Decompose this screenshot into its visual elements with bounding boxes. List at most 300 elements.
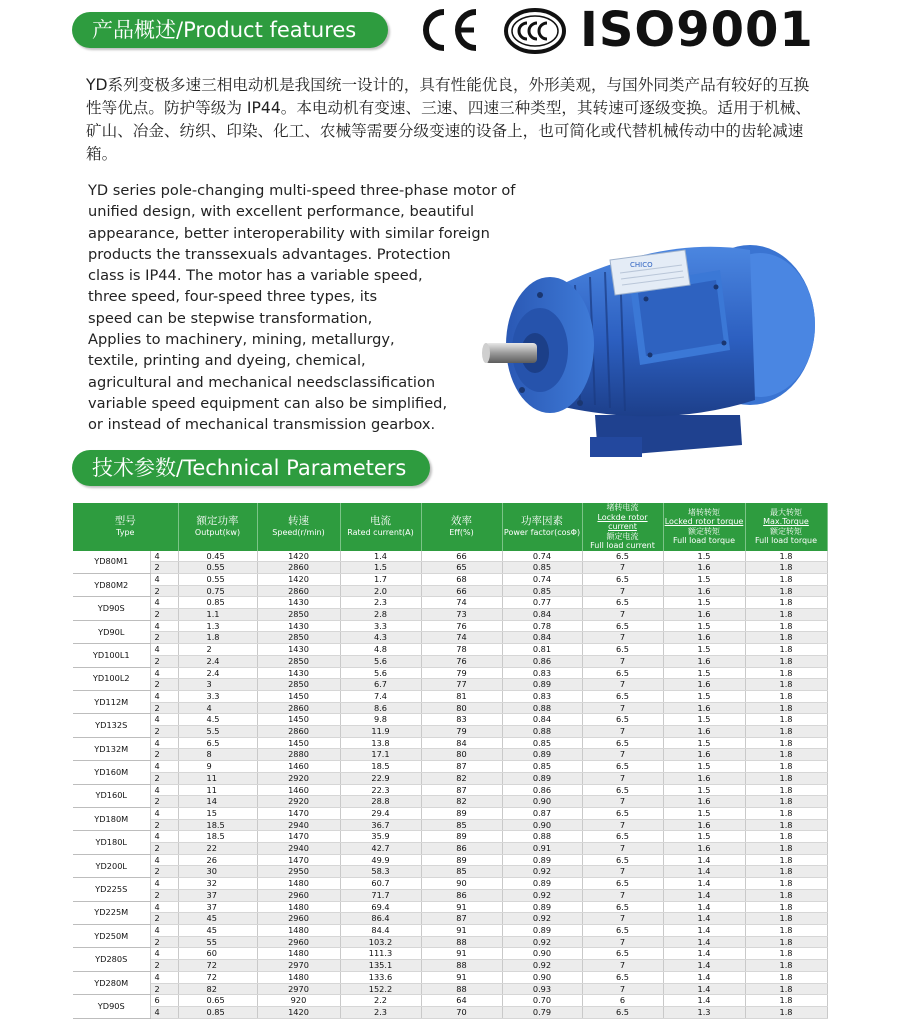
cell-power-factor: 0.89: [502, 901, 582, 913]
cell-output: 37: [178, 889, 257, 901]
header-cn: 功率因素: [521, 514, 563, 527]
cell-max-torque-ratio: 1.8: [745, 679, 827, 691]
cell-current: 1.4: [340, 551, 421, 562]
cell-speed: 1430: [257, 597, 340, 609]
cell-pole: 4: [150, 925, 178, 937]
column-header-power-factor: [502, 503, 582, 551]
header-line: 最大转矩: [770, 507, 802, 517]
table-row: [73, 702, 827, 714]
cell-output: 5.5: [178, 726, 257, 738]
cell-efficiency: 74: [421, 597, 502, 609]
cell-pole: 4: [150, 971, 178, 983]
cell-output: 15: [178, 807, 257, 819]
cell-pole: 4: [150, 573, 178, 585]
cell-pole: 4: [150, 1006, 178, 1018]
cell-speed: 2850: [257, 609, 340, 621]
cell-pole: 2: [150, 655, 178, 667]
cell-type: YD225M: [73, 901, 150, 924]
cell-speed: 1420: [257, 573, 340, 585]
cell-output: 4: [178, 702, 257, 714]
cell-power-factor: 0.87: [502, 807, 582, 819]
cell-locked-torque-ratio: 1.4: [663, 936, 745, 948]
table-row: [73, 819, 827, 831]
cell-efficiency: 80: [421, 749, 502, 761]
table-row: [73, 562, 827, 574]
cell-max-torque-ratio: 1.8: [745, 843, 827, 855]
motor-illustration: [480, 215, 820, 465]
cell-power-factor: 0.92: [502, 866, 582, 878]
cell-speed: 1430: [257, 644, 340, 656]
cell-current: 2.0: [340, 585, 421, 597]
cell-pole: 4: [150, 948, 178, 960]
cell-speed: 2850: [257, 655, 340, 667]
cell-power-factor: 0.89: [502, 772, 582, 784]
cell-power-factor: 0.86: [502, 784, 582, 796]
cell-pole: 4: [150, 714, 178, 726]
cell-pole: 2: [150, 585, 178, 597]
cell-type: YD160M: [73, 761, 150, 784]
cell-locked-current-ratio: 7: [582, 702, 663, 714]
table-row: [73, 971, 827, 983]
cell-locked-current-ratio: 6.5: [582, 1006, 663, 1018]
table-row: [73, 983, 827, 995]
cell-max-torque-ratio: 1.8: [745, 726, 827, 738]
table-body: [73, 551, 827, 1019]
table-row: [73, 573, 827, 585]
cell-pole: 4: [150, 878, 178, 890]
description-line: textile, printing and dyeing, chemical,: [88, 352, 366, 370]
cell-max-torque-ratio: 1.8: [745, 644, 827, 656]
cell-locked-torque-ratio: 1.6: [663, 562, 745, 574]
product-features-header: 产品概述/Product features: [72, 12, 388, 48]
cell-speed: 1480: [257, 901, 340, 913]
cell-locked-current-ratio: 6.5: [582, 925, 663, 937]
cell-output: 22: [178, 843, 257, 855]
cell-current: 2.3: [340, 597, 421, 609]
cell-locked-torque-ratio: 1.4: [663, 948, 745, 960]
cell-locked-torque-ratio: 1.5: [663, 761, 745, 773]
column-header-output: [178, 503, 257, 551]
cell-pole: 4: [150, 551, 178, 562]
cell-locked-current-ratio: 6.5: [582, 854, 663, 866]
cell-efficiency: 66: [421, 551, 502, 562]
table-row: [73, 585, 827, 597]
cell-efficiency: 81: [421, 690, 502, 702]
cell-locked-current-ratio: 7: [582, 843, 663, 855]
table-row: [73, 1006, 827, 1018]
cell-efficiency: 65: [421, 562, 502, 574]
cell-max-torque-ratio: 1.8: [745, 925, 827, 937]
description-line: appearance, better interoperability with similar foreign: [88, 224, 490, 242]
cell-max-torque-ratio: 1.8: [745, 597, 827, 609]
table-row: [73, 761, 827, 773]
cell-efficiency: 86: [421, 843, 502, 855]
description-english: [88, 180, 538, 436]
cell-locked-current-ratio: 6.5: [582, 597, 663, 609]
cell-current: 2.8: [340, 609, 421, 621]
cell-efficiency: 76: [421, 620, 502, 632]
cell-locked-current-ratio: 6.5: [582, 878, 663, 890]
nameplate-brand: CHICO: [630, 261, 653, 269]
cell-efficiency: 82: [421, 796, 502, 808]
cell-output: 2: [178, 644, 257, 656]
cell-efficiency: 91: [421, 901, 502, 913]
cell-power-factor: 0.85: [502, 585, 582, 597]
cell-speed: 2860: [257, 585, 340, 597]
cell-power-factor: 0.81: [502, 644, 582, 656]
cell-pole: 4: [150, 737, 178, 749]
cell-output: 18.5: [178, 819, 257, 831]
cell-output: 0.55: [178, 562, 257, 574]
cell-locked-current-ratio: 6: [582, 995, 663, 1007]
cell-type: YD280S: [73, 948, 150, 971]
ce-mark-icon: [414, 4, 484, 56]
cell-max-torque-ratio: 1.8: [745, 585, 827, 597]
cell-power-factor: 0.90: [502, 796, 582, 808]
cell-max-torque-ratio: 1.8: [745, 737, 827, 749]
cell-type: YD112M: [73, 690, 150, 713]
cell-pole: 4: [150, 597, 178, 609]
cell-power-factor: 0.92: [502, 936, 582, 948]
cell-power-factor: 0.85: [502, 761, 582, 773]
cell-speed: 2860: [257, 702, 340, 714]
cell-locked-torque-ratio: 1.3: [663, 1006, 745, 1018]
table-row: [73, 948, 827, 960]
table-row: [73, 831, 827, 843]
table-row: [73, 644, 827, 656]
iso9001-mark: ISO9001: [580, 2, 814, 58]
cell-output: 45: [178, 925, 257, 937]
cell-efficiency: 90: [421, 878, 502, 890]
cell-speed: 2860: [257, 562, 340, 574]
cell-speed: 1430: [257, 667, 340, 679]
cell-locked-current-ratio: 7: [582, 796, 663, 808]
cell-current: 2.3: [340, 1006, 421, 1018]
cell-speed: 2970: [257, 960, 340, 972]
cell-efficiency: 76: [421, 655, 502, 667]
cell-current: 2.2: [340, 995, 421, 1007]
cell-pole: 2: [150, 819, 178, 831]
cell-current: 35.9: [340, 831, 421, 843]
cell-efficiency: 68: [421, 573, 502, 585]
cell-current: 6.7: [340, 679, 421, 691]
cell-current: 36.7: [340, 819, 421, 831]
cell-current: 42.7: [340, 843, 421, 855]
cell-locked-current-ratio: 7: [582, 936, 663, 948]
table-row: [73, 749, 827, 761]
ce-mark-logo: [414, 4, 484, 56]
header-cn: 效率: [451, 514, 472, 527]
table-row: [73, 796, 827, 808]
cell-max-torque-ratio: 1.8: [745, 796, 827, 808]
cell-type: YD80M2: [73, 573, 150, 596]
cell-max-torque-ratio: 1.8: [745, 807, 827, 819]
table-row: [73, 901, 827, 913]
cell-locked-current-ratio: 6.5: [582, 971, 663, 983]
cell-max-torque-ratio: 1.8: [745, 690, 827, 702]
cell-locked-current-ratio: 6.5: [582, 784, 663, 796]
cell-max-torque-ratio: 1.8: [745, 995, 827, 1007]
cell-max-torque-ratio: 1.8: [745, 632, 827, 644]
header-cn: 电流: [370, 514, 391, 527]
cell-power-factor: 0.78: [502, 620, 582, 632]
cell-type: YD90S: [73, 995, 150, 1018]
cell-efficiency: 64: [421, 995, 502, 1007]
cell-efficiency: 78: [421, 644, 502, 656]
cell-pole: 4: [150, 901, 178, 913]
cell-power-factor: 0.77: [502, 597, 582, 609]
cell-pole: 4: [150, 644, 178, 656]
cell-locked-torque-ratio: 1.5: [663, 644, 745, 656]
cell-speed: 1460: [257, 784, 340, 796]
cell-max-torque-ratio: 1.8: [745, 573, 827, 585]
description-line: unified design, with excellent performance, beautiful: [88, 203, 475, 221]
cell-current: 111.3: [340, 948, 421, 960]
cell-pole: 4: [150, 831, 178, 843]
cell-max-torque-ratio: 1.8: [745, 819, 827, 831]
cell-locked-current-ratio: 6.5: [582, 737, 663, 749]
cell-locked-torque-ratio: 1.6: [663, 819, 745, 831]
cell-locked-current-ratio: 7: [582, 609, 663, 621]
table-row: [73, 878, 827, 890]
cell-pole: 2: [150, 679, 178, 691]
cell-pole: 4: [150, 784, 178, 796]
cell-output: 9: [178, 761, 257, 773]
table-row: [73, 620, 827, 632]
cell-speed: 2850: [257, 679, 340, 691]
cell-locked-torque-ratio: 1.4: [663, 983, 745, 995]
cell-efficiency: 88: [421, 960, 502, 972]
cell-power-factor: 0.74: [502, 573, 582, 585]
cell-current: 1.5: [340, 562, 421, 574]
cell-speed: 1480: [257, 878, 340, 890]
cell-current: 103.2: [340, 936, 421, 948]
cell-type: YD80M1: [73, 551, 150, 574]
cell-max-torque-ratio: 1.8: [745, 936, 827, 948]
table-row: [73, 690, 827, 702]
cell-efficiency: 87: [421, 761, 502, 773]
cell-power-factor: 0.85: [502, 737, 582, 749]
header-line: 堵转转矩: [688, 507, 720, 517]
cell-locked-torque-ratio: 1.6: [663, 702, 745, 714]
cell-locked-current-ratio: 6.5: [582, 620, 663, 632]
header-line: 额定电流: [606, 531, 639, 541]
cell-power-factor: 0.89: [502, 925, 582, 937]
description-line: Applies to machinery, mining, metallurgy,: [88, 331, 395, 349]
cell-output: 11: [178, 784, 257, 796]
header-cn: 转速: [288, 514, 309, 527]
cell-max-torque-ratio: 1.8: [745, 702, 827, 714]
cell-current: 86.4: [340, 913, 421, 925]
cell-current: 69.4: [340, 901, 421, 913]
cell-locked-torque-ratio: 1.6: [663, 796, 745, 808]
cell-pole: 2: [150, 702, 178, 714]
description-line: variable speed equipment can also be simplified,: [88, 394, 448, 412]
cell-current: 7.4: [340, 690, 421, 702]
cell-locked-current-ratio: 6.5: [582, 714, 663, 726]
cell-current: 133.6: [340, 971, 421, 983]
cell-locked-current-ratio: 6.5: [582, 948, 663, 960]
cell-speed: 920: [257, 995, 340, 1007]
table-row: [73, 655, 827, 667]
cell-pole: 2: [150, 936, 178, 948]
cell-max-torque-ratio: 1.8: [745, 667, 827, 679]
description-line: class is IP44. The motor has a variable speed,: [88, 267, 423, 285]
cell-speed: 2860: [257, 726, 340, 738]
cell-max-torque-ratio: 1.8: [745, 901, 827, 913]
cell-type: YD90L: [73, 620, 150, 643]
table-row: [73, 551, 827, 562]
cell-current: 5.6: [340, 667, 421, 679]
table-row: [73, 784, 827, 796]
cell-power-factor: 0.83: [502, 690, 582, 702]
description-line: three speed, four-speed three types, its: [88, 288, 378, 306]
cell-max-torque-ratio: 1.8: [745, 655, 827, 667]
column-header-locked-rotor-torque-ratio: [663, 503, 745, 551]
column-header-max-torque-ratio: [745, 503, 827, 551]
cell-current: 84.4: [340, 925, 421, 937]
cell-max-torque-ratio: 1.8: [745, 831, 827, 843]
cell-current: 71.7: [340, 889, 421, 901]
cell-max-torque-ratio: 1.8: [745, 983, 827, 995]
cell-speed: 2850: [257, 632, 340, 644]
cell-power-factor: 0.89: [502, 679, 582, 691]
cell-current: 17.1: [340, 749, 421, 761]
cell-output: 32: [178, 878, 257, 890]
cell-speed: 1430: [257, 620, 340, 632]
cell-efficiency: 85: [421, 819, 502, 831]
cell-locked-torque-ratio: 1.5: [663, 597, 745, 609]
cell-locked-torque-ratio: 1.4: [663, 866, 745, 878]
cell-current: 11.9: [340, 726, 421, 738]
cell-max-torque-ratio: 1.8: [745, 749, 827, 761]
cell-power-factor: 0.84: [502, 632, 582, 644]
cell-current: 13.8: [340, 737, 421, 749]
cell-output: 6.5: [178, 737, 257, 749]
cell-efficiency: 86: [421, 889, 502, 901]
description-line: products the transsexuals advantages. Protection: [88, 245, 451, 263]
cell-max-torque-ratio: 1.8: [745, 609, 827, 621]
cell-power-factor: 0.86: [502, 655, 582, 667]
header-line: Max.Torque: [763, 517, 809, 527]
cell-power-factor: 0.93: [502, 983, 582, 995]
cell-output: 11: [178, 772, 257, 784]
cell-pole: 2: [150, 960, 178, 972]
technical-parameters-header: 技术参数/Technical Parameters: [72, 450, 430, 486]
cell-current: 152.2: [340, 983, 421, 995]
header-line: 额定转矩: [688, 526, 720, 536]
column-header-type: [73, 503, 178, 551]
header-line: Locked rotor torque: [664, 517, 744, 527]
cell-locked-torque-ratio: 1.6: [663, 679, 745, 691]
cell-current: 60.7: [340, 878, 421, 890]
cell-current: 58.3: [340, 866, 421, 878]
cell-current: 28.8: [340, 796, 421, 808]
header-en: Output(kw): [194, 527, 241, 537]
cell-locked-current-ratio: 6.5: [582, 901, 663, 913]
cell-locked-torque-ratio: 1.5: [663, 714, 745, 726]
cell-locked-current-ratio: 7: [582, 749, 663, 761]
cell-output: 72: [178, 971, 257, 983]
cell-output: 55: [178, 936, 257, 948]
cell-locked-current-ratio: 7: [582, 866, 663, 878]
cell-type: YD180L: [73, 831, 150, 854]
cell-speed: 1470: [257, 807, 340, 819]
table-row: [73, 925, 827, 937]
cell-efficiency: 89: [421, 831, 502, 843]
cell-efficiency: 87: [421, 913, 502, 925]
cell-output: 82: [178, 983, 257, 995]
cell-locked-current-ratio: 6.5: [582, 667, 663, 679]
cell-power-factor: 0.89: [502, 878, 582, 890]
header-line: 额定转矩: [770, 526, 802, 536]
cell-speed: 2960: [257, 889, 340, 901]
cell-speed: 1450: [257, 690, 340, 702]
cell-current: 29.4: [340, 807, 421, 819]
cell-pole: 2: [150, 749, 178, 761]
cell-output: 8: [178, 749, 257, 761]
cell-efficiency: 85: [421, 866, 502, 878]
cell-current: 8.6: [340, 702, 421, 714]
cell-locked-torque-ratio: 1.4: [663, 901, 745, 913]
cell-efficiency: 74: [421, 632, 502, 644]
cell-locked-current-ratio: 7: [582, 585, 663, 597]
header-line: Full load torque: [672, 536, 736, 546]
column-header-efficiency: [421, 503, 502, 551]
cell-power-factor: 0.84: [502, 609, 582, 621]
cell-type: YD90S: [73, 597, 150, 620]
cell-current: 18.5: [340, 761, 421, 773]
cell-locked-current-ratio: 6.5: [582, 573, 663, 585]
cell-pole: 2: [150, 983, 178, 995]
cell-speed: 2970: [257, 983, 340, 995]
table-row: [73, 679, 827, 691]
cell-output: 18.5: [178, 831, 257, 843]
cell-speed: 2940: [257, 843, 340, 855]
column-header-speed: [257, 503, 340, 551]
cell-locked-current-ratio: 7: [582, 655, 663, 667]
table-row: [73, 737, 827, 749]
cell-efficiency: 89: [421, 807, 502, 819]
cell-locked-torque-ratio: 1.6: [663, 749, 745, 761]
table-row: [73, 854, 827, 866]
cell-speed: 1470: [257, 854, 340, 866]
cell-pole: 4: [150, 807, 178, 819]
cell-efficiency: 91: [421, 971, 502, 983]
cell-max-torque-ratio: 1.8: [745, 772, 827, 784]
cell-efficiency: 91: [421, 925, 502, 937]
cell-output: 0.55: [178, 573, 257, 585]
header-en: Speed(r/min): [272, 527, 325, 537]
table-row: [73, 714, 827, 726]
cell-type: YD225S: [73, 878, 150, 901]
cell-locked-current-ratio: 6.5: [582, 551, 663, 562]
header-en: Type: [116, 527, 135, 537]
cell-output: 60: [178, 948, 257, 960]
cell-max-torque-ratio: 1.8: [745, 1006, 827, 1018]
cell-output: 0.45: [178, 551, 257, 562]
cell-pole: 2: [150, 796, 178, 808]
cell-locked-current-ratio: 7: [582, 726, 663, 738]
description-line: YD series pole-changing multi-speed three-phase motor of: [88, 182, 516, 199]
cell-efficiency: 70: [421, 1006, 502, 1018]
cell-pole: 2: [150, 726, 178, 738]
cell-locked-torque-ratio: 1.4: [663, 889, 745, 901]
cell-speed: 1460: [257, 761, 340, 773]
header-line: Full load current: [590, 541, 655, 550]
cell-locked-current-ratio: 7: [582, 913, 663, 925]
cell-output: 72: [178, 960, 257, 972]
